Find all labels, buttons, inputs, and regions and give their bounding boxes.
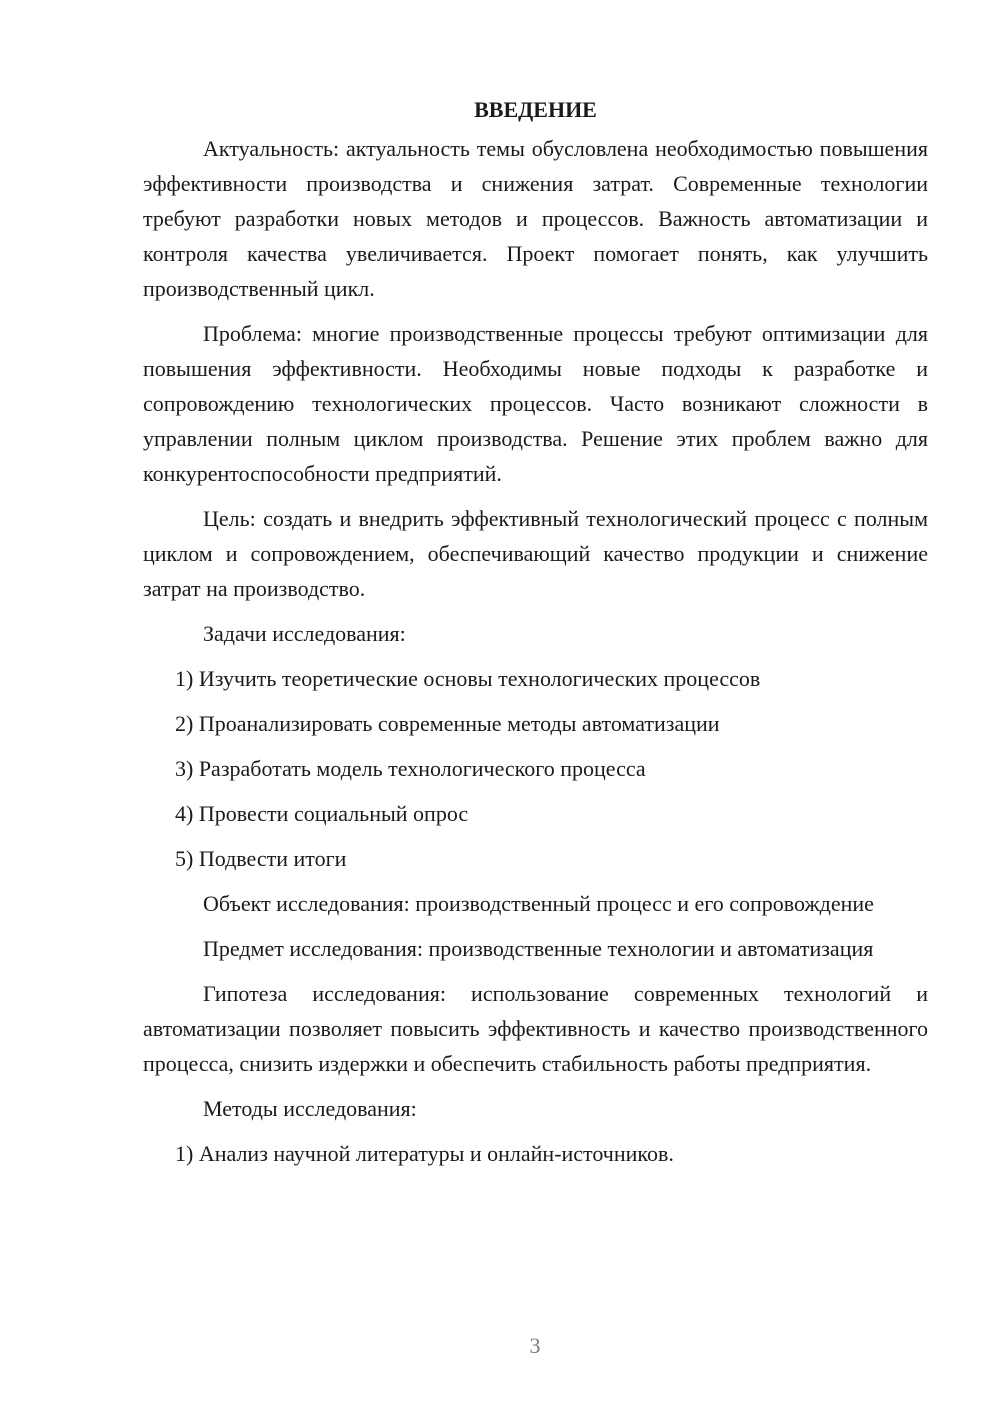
list-item: 2) Проанализировать современные методы автоматизации <box>175 711 720 736</box>
list-item: 1) Изучить теоретические основы технологических процессов <box>175 666 761 691</box>
page-title: ВВЕДЕНИЕ <box>474 97 597 122</box>
list-item: 1) Анализ научной литературы и онлайн-источников. <box>175 1141 674 1166</box>
relevance-paragraph: Актуальность: актуальность темы обусловлена необходимостью повышения эффективности производства и снижения затрат. Современные технологии требуют разработки новых методов и процессов. Важность автоматизации и контроля качества увеличивается. Проект помогает понять, как улучшить производственный цикл. <box>143 136 928 301</box>
problem-paragraph: Проблема: многие производственные процессы требуют оптимизации для повышения эффективности. Необходимы новые подходы к разработке и сопровождению технологических процессов. Часто возникают сложности в управлении полным циклом производства. Решение этих проблем важно для конкурентоспособности предприятий. <box>143 321 928 486</box>
tasks-heading: Задачи исследования: <box>203 621 406 646</box>
list-item: 4) Провести социальный опрос <box>175 801 469 826</box>
page-number: 3 <box>529 1333 541 1358</box>
tasks-list <box>143 661 928 876</box>
subject-paragraph: Предмет исследования: производственные технологии и автоматизация <box>203 936 874 961</box>
document-page <box>143 92 928 1181</box>
object-paragraph: Объект исследования: производственный процесс и его сопровождение <box>203 891 874 916</box>
methods-list <box>143 1136 928 1171</box>
goal-paragraph: Цель: создать и внедрить эффективный технологический процесс с полным циклом и сопровождением, обеспечивающий качество продукции и снижение затрат на производство. <box>143 506 928 601</box>
methods-heading: Методы исследования: <box>203 1096 417 1121</box>
list-item: 5) Подвести итоги <box>175 846 347 871</box>
hypothesis-paragraph: Гипотеза исследования: использование современных технологий и автоматизации позволяет повысить эффективность и качество производственного процесса, снизить издержки и обеспечить стабильность работы предприятия. <box>143 981 928 1076</box>
list-item: 3) Разработать модель технологического процесса <box>175 756 646 781</box>
